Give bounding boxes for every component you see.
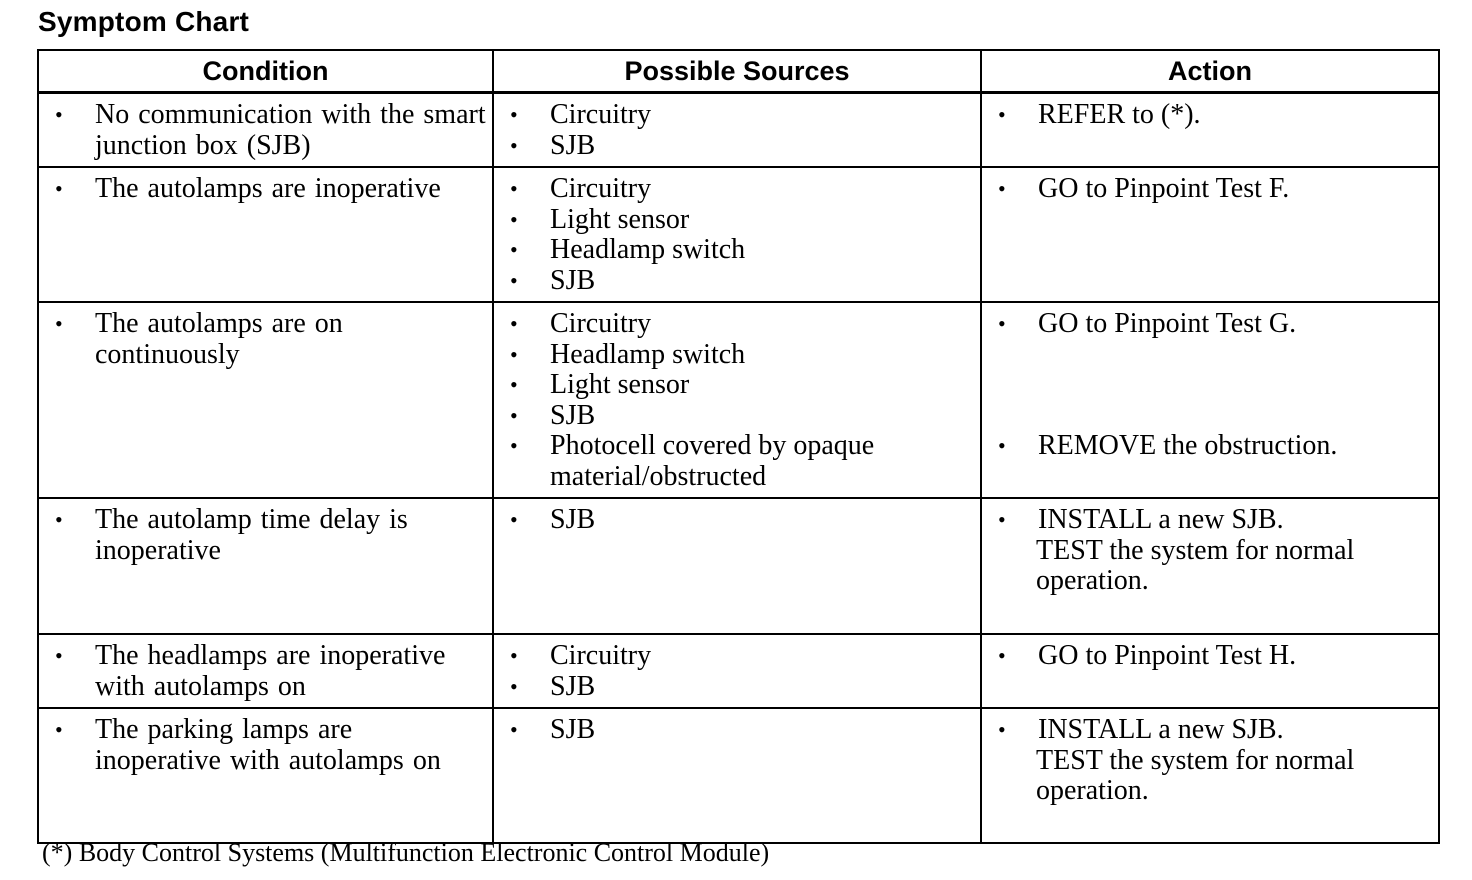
table-row	[38, 634, 1439, 708]
condition-text: • The autolamps are on continuously	[45, 309, 486, 370]
action-note: TEST the system for normal operation.	[1036, 744, 1355, 806]
sources-cell	[493, 302, 981, 498]
sources-cell	[493, 167, 981, 302]
table-row	[38, 498, 1439, 634]
header-possible-sources: Possible Sources	[493, 50, 981, 93]
table-row	[38, 167, 1439, 302]
condition-text: • The headlamps are inoperative with autolamps on	[45, 641, 486, 702]
condition-text: • The autolamp time delay is inoperative	[45, 505, 486, 566]
table-row	[38, 93, 1439, 168]
sources-cell	[493, 498, 981, 634]
condition-cell	[38, 498, 493, 634]
source-item: • Circuitry	[500, 100, 974, 131]
source-item: • SJB	[500, 672, 974, 703]
source-item: • SJB	[500, 715, 974, 746]
condition-cell	[38, 708, 493, 843]
action-cell	[981, 634, 1439, 708]
header-condition: Condition	[38, 50, 493, 93]
condition-text: • The autolamps are inoperative	[45, 174, 486, 205]
action-cell	[981, 302, 1439, 498]
action-item: • GO to Pinpoint Test H.	[988, 641, 1432, 672]
condition-text: • The parking lamps are inoperative with autolamps on	[45, 715, 486, 776]
table-row	[38, 302, 1439, 498]
action-item: • REFER to (*).	[988, 100, 1432, 131]
sources-cell	[493, 93, 981, 168]
source-item: • Circuitry	[500, 309, 974, 340]
page-title: Symptom Chart	[38, 6, 250, 37]
source-item: • Light sensor	[500, 370, 974, 401]
condition-text: • No communication with the smart junction box (SJB)	[45, 100, 486, 161]
source-item: • Photocell covered by opaque material/obstructed	[500, 431, 974, 492]
source-item: • Circuitry	[500, 174, 974, 205]
footnote: (*) Body Control Systems (Multifunction Electronic Control Module)	[42, 838, 770, 867]
table-header-row	[38, 50, 1439, 93]
action-item: • REMOVE the obstruction.	[988, 431, 1432, 462]
condition-cell	[38, 302, 493, 498]
source-item: • SJB	[500, 131, 974, 162]
action-cell	[981, 498, 1439, 634]
action-item: • INSTALL a new SJB.	[988, 715, 1432, 746]
action-cell	[981, 93, 1439, 168]
action-item: • GO to Pinpoint Test G.	[988, 309, 1432, 340]
source-item: • SJB	[500, 266, 974, 297]
source-item: • Headlamp switch	[500, 235, 974, 266]
sources-cell	[493, 708, 981, 843]
table-row	[38, 708, 1439, 843]
source-item: • SJB	[500, 401, 974, 432]
action-cell	[981, 708, 1439, 843]
source-item: • Light sensor	[500, 205, 974, 236]
condition-cell	[38, 167, 493, 302]
source-item: • Headlamp switch	[500, 340, 974, 371]
condition-cell	[38, 93, 493, 168]
action-cell	[981, 167, 1439, 302]
action-item: • INSTALL a new SJB.	[988, 505, 1432, 536]
source-item: • Circuitry	[500, 641, 974, 672]
sources-cell	[493, 634, 981, 708]
action-note: TEST the system for normal operation.	[1036, 534, 1355, 596]
action-item: • GO to Pinpoint Test F.	[988, 174, 1432, 205]
header-action: Action	[981, 50, 1439, 93]
source-item: • SJB	[500, 505, 974, 536]
symptom-chart-table	[37, 49, 1440, 844]
condition-cell	[38, 634, 493, 708]
